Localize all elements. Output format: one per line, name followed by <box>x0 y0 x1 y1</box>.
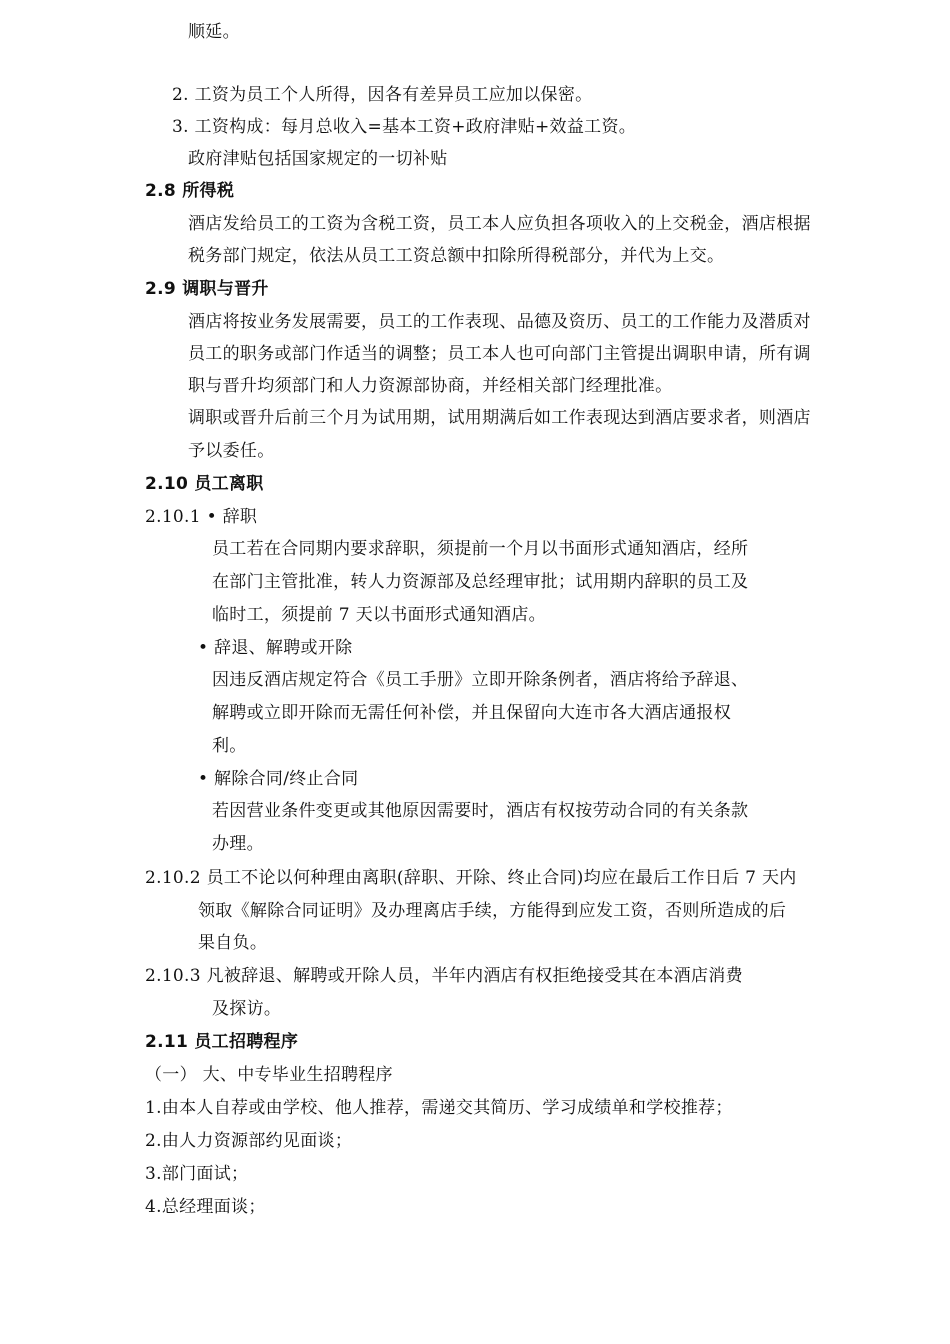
text-line: 员工的职务或部门作适当的调整；员工本人也可向部门主管提出调职申请，所有调 <box>188 344 811 364</box>
text-line: 办理。 <box>212 834 264 854</box>
subsection-heading: （一） 大、中专毕业生招聘程序 <box>145 1065 393 1085</box>
text-line: 及探访。 <box>212 999 282 1019</box>
list-item: 4.总经理面谈； <box>145 1197 266 1217</box>
text-line: 领取《解除合同证明》及办理离店手续，方能得到应发工资，否则所造成的后 <box>198 901 787 921</box>
text-line: 职与晋升均须部门和人力资源部协商，并经相关部门经理批准。 <box>188 376 673 396</box>
subsection-heading: 2.10.1 • 辞职 <box>145 507 258 527</box>
text-line: 解聘或立即开除而无需任何补偿，并且保留向大连市各大酒店通报权 <box>212 703 731 723</box>
text-line: 员工若在合同期内要求辞职，须提前一个月以书面形式通知酒店，经所 <box>212 539 749 559</box>
text-line: 果自负。 <box>198 933 268 953</box>
bullet-item: • 解除合同/终止合同 <box>198 769 359 789</box>
list-item: 3.部门面试； <box>145 1164 249 1184</box>
list-item: 1.由本人自荐或由学校、他人推荐，需递交其简历、学习成绩单和学校推荐； <box>145 1098 733 1118</box>
text-line: 顺延。 <box>188 22 240 42</box>
text-line: 予以委任。 <box>188 441 275 461</box>
text-line: 酒店发给员工的工资为含税工资，员工本人应负担各项收入的上交税金，酒店根据 <box>188 214 811 234</box>
text-line: 调职或晋升后前三个月为试用期，试用期满后如工作表现达到酒店要求者，则酒店 <box>188 408 811 428</box>
list-item: 2. 工资为员工个人所得，因各有差异员工应加以保密。 <box>172 85 593 105</box>
subsection-heading: 2.10.2 员工不论以何种理由离职(辞职、开除、终止合同)均应在最后工作日后 7 天内 <box>145 868 797 888</box>
section-heading: 2.11 员工招聘程序 <box>145 1032 299 1052</box>
text-line: 税务部门规定，依法从员工工资总额中扣除所得税部分，并代为上交。 <box>188 246 725 266</box>
bullet-item: • 辞退、解聘或开除 <box>198 638 353 658</box>
text-line: 政府津贴包括国家规定的一切补贴 <box>188 149 448 169</box>
text-line: 酒店将按业务发展需要，员工的工作表现、品德及资历、员工的工作能力及潜质对 <box>188 312 811 332</box>
subsection-heading: 2.10.3 凡被辞退、解聘或开除人员，半年内酒店有权拒绝接受其在本酒店消费 <box>145 966 743 986</box>
text-line: 利。 <box>212 736 247 756</box>
text-line: 在部门主管批准，转人力资源部及总经理审批；试用期内辞职的员工及 <box>212 572 749 592</box>
text-line: 若因营业条件变更或其他原因需要时，酒店有权按劳动合同的有关条款 <box>212 801 749 821</box>
section-heading: 2.10 员工离职 <box>145 474 264 494</box>
text-line: 因违反酒店规定符合《员工手册》立即开除条例者，酒店将给予辞退、 <box>212 670 749 690</box>
section-heading: 2.9 调职与晋升 <box>145 279 269 299</box>
list-item: 3. 工资构成：每月总收入=基本工资+政府津贴+效益工资。 <box>172 117 637 137</box>
text-line: 临时工，须提前 7 天以书面形式通知酒店。 <box>212 605 546 625</box>
section-heading: 2.8 所得税 <box>145 181 235 201</box>
list-item: 2.由人力资源部约见面谈； <box>145 1131 353 1151</box>
